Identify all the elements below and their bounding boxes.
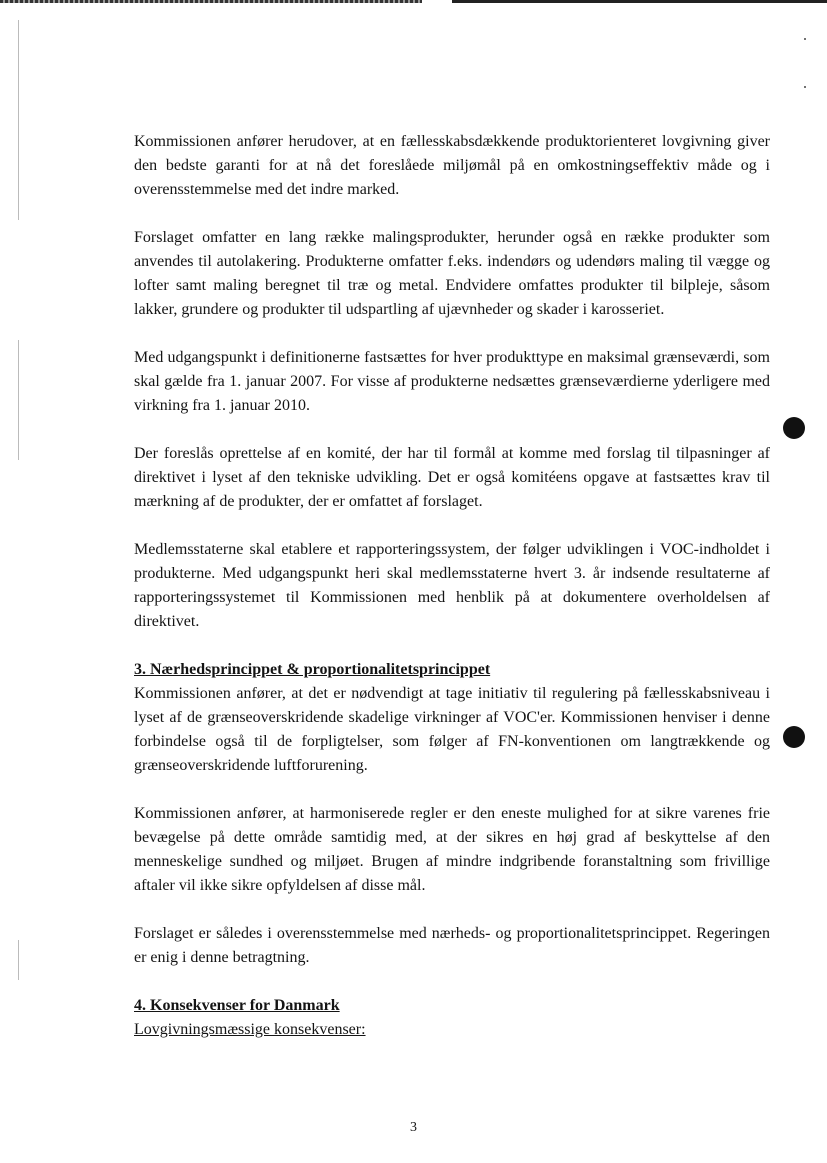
scan-speck bbox=[804, 38, 806, 40]
document-body bbox=[134, 130, 770, 1042]
paragraph: Kommissionen anfører, at harmoniserede regler er den eneste mulighed for at sikre varenes frie bevægelse på dette område samtidig med, at der sikres en høj grad af beskyttelse af den menneskelige sundhed og miljøet. Brugen af mindre indgribende foranstaltning som frivillige aftaler vil ikke sikre opfyldelsen af disse mål. bbox=[134, 805, 770, 894]
section-4-subheading: Lovgivningsmæssige konsekvenser: bbox=[134, 1021, 366, 1038]
scan-top-edge-right bbox=[452, 0, 827, 3]
punch-hole-mark bbox=[783, 417, 805, 439]
paragraph: Med udgangspunkt i definitionerne fastsættes for hver produkttype en maksimal grænseværdi, som skal gælde fra 1. januar 2007. For visse af produkterne nedsættes grænseværdierne yderligere med virkning fra 1. januar 2010. bbox=[134, 349, 770, 414]
punch-hole-mark bbox=[783, 726, 805, 748]
scan-left-edge bbox=[18, 340, 19, 460]
page-number: 3 bbox=[410, 1120, 417, 1135]
scan-left-edge bbox=[18, 940, 19, 980]
paragraph: Der foreslås oprettelse af en komité, der har til formål at komme med forslag til tilpasninger af direktivet i lyset af den tekniske udvikling. Det er også komitéens opgave at fastsættes krav til mærkning af de produkter, der er omfattet af forslaget. bbox=[134, 445, 770, 510]
section-4-heading: 4. Konsekvenser for Danmark bbox=[134, 997, 340, 1014]
paragraph: Medlemsstaterne skal etablere et rapporteringssystem, der følger udviklingen i VOC-indholdet i produkterne. Med udgangspunkt heri skal medlemsstaterne hvert 3. år indsende resultaterne af rapporteringssystemet til Kommissionen med henblik på at dokumentere overholdelsen af direktivet. bbox=[134, 541, 770, 630]
scan-left-edge bbox=[18, 20, 19, 220]
scan-top-edge-left bbox=[0, 0, 422, 3]
section-3-heading: 3. Nærhedsprincippet & proportionalitetsprincippet bbox=[134, 661, 491, 678]
paragraph: Kommissionen anfører, at det er nødvendigt at tage initiativ til regulering på fællesskabsniveau i lyset af de grænseoverskridende skadelige virkninger af VOC'er. Kommissionen henviser i denne forbindelse også til de forpligtelser, som følger af FN-konventionen om langtrækkende og grænseoverskridende luftforurening. bbox=[134, 685, 770, 774]
paragraph: Forslaget omfatter en lang række malingsprodukter, herunder også en række produkter som anvendes til autolakering. Produkterne omfatter f.eks. indendørs og udendørs maling til vægge og lofter samt maling beregnet til træ og metal. Endvidere omfattes produkter til bilpleje, såsom lakker, grundere og produkter til udspartling af ujævnheder og skader i karosseriet. bbox=[134, 229, 770, 318]
paragraph: Kommissionen anfører herudover, at en fællesskabsdækkende produktorienteret lovgivning giver den bedste garanti for at nå det foreslåede miljømål på en omkostningseffektiv måde og i overensstemmelse med det indre marked. bbox=[134, 133, 770, 198]
paragraph: Forslaget er således i overensstemmelse med nærheds- og proportionalitetsprincippet. Regeringen er enig i denne betragtning. bbox=[134, 925, 770, 966]
scan-speck bbox=[804, 86, 806, 88]
